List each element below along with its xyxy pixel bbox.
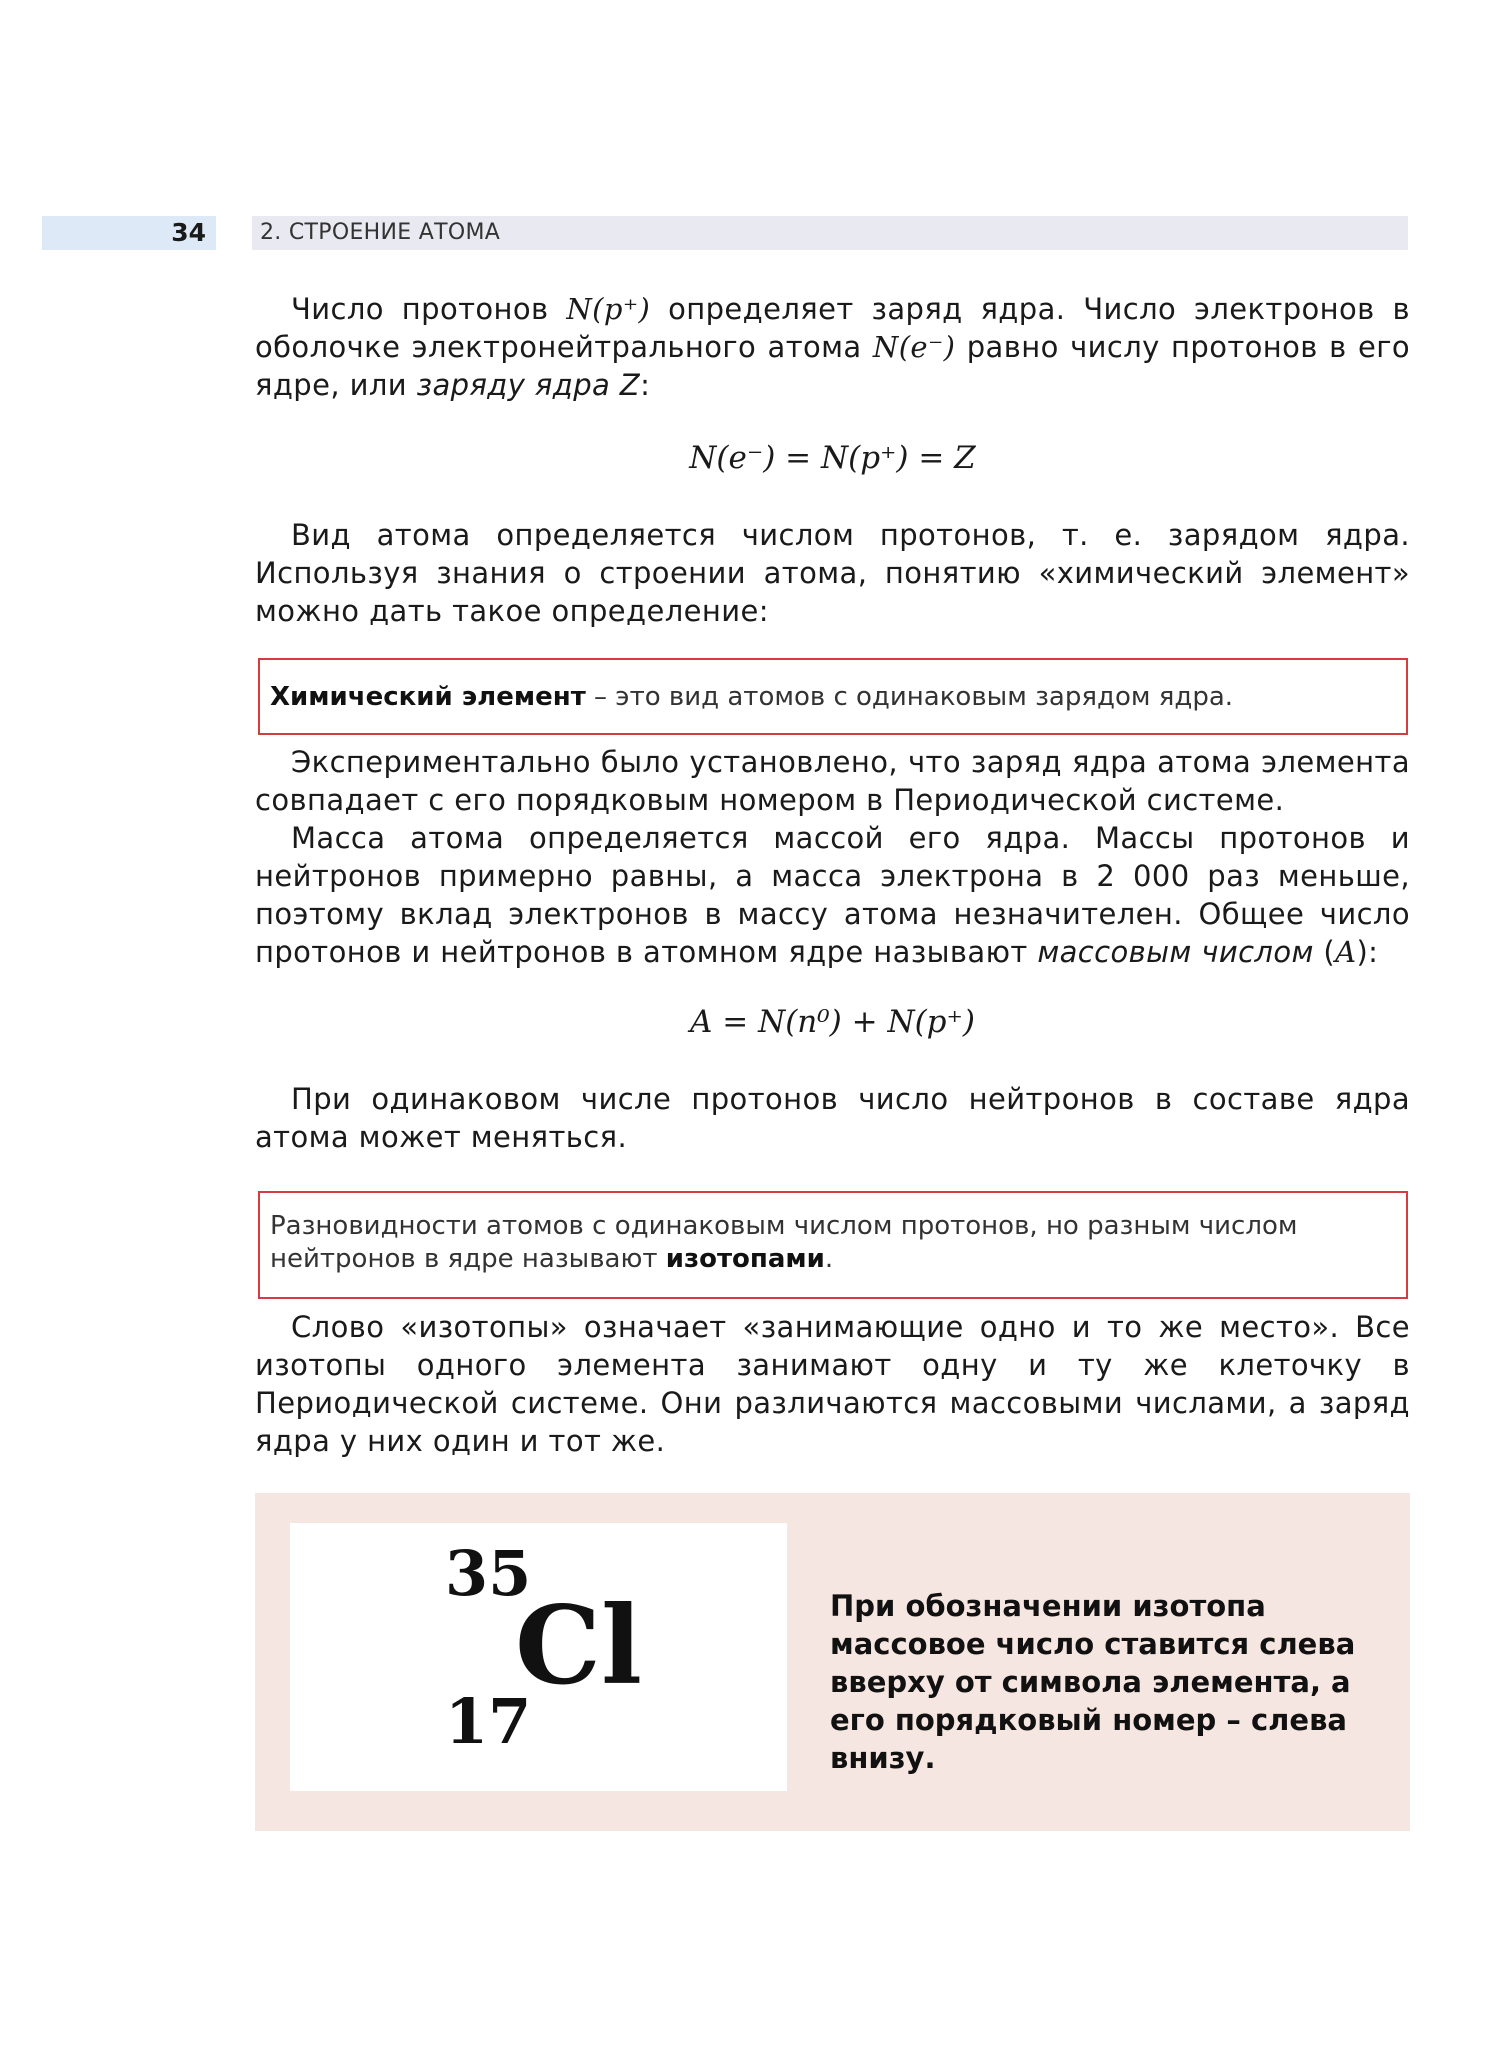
paragraph-element-type bbox=[255, 516, 1410, 630]
paragraph-experiment bbox=[255, 743, 1410, 819]
emphasis-mass-number: массовым числом bbox=[1037, 935, 1314, 969]
definition-isotopes bbox=[258, 1191, 1408, 1299]
text: Число протонов bbox=[291, 292, 567, 326]
paragraph-isotope-word bbox=[255, 1308, 1410, 1460]
definition-chemical-element bbox=[258, 658, 1408, 735]
isotope-mass-number: 35 bbox=[445, 1537, 532, 1610]
text: : bbox=[640, 368, 651, 402]
text: равно числу протонов в его ядре, или bbox=[255, 330, 1410, 402]
text: ): bbox=[1356, 935, 1379, 969]
page-number-bar bbox=[42, 216, 216, 250]
term-chemical-element: Химический элемент bbox=[270, 682, 586, 712]
section-title: 2. СТРОЕНИЕ АТОМА bbox=[260, 220, 501, 245]
term-isotopes: изотопами bbox=[665, 1244, 825, 1274]
isotope-notation-panel bbox=[255, 1493, 1410, 1831]
isotope-card bbox=[290, 1523, 787, 1791]
text: Экспериментально было установлено, что заряд ядра атома элемента совпадает с его порядковым номером в Периодической системе. bbox=[255, 745, 1410, 817]
isotope-symbol: Cl bbox=[515, 1583, 642, 1709]
page-number: 34 bbox=[171, 218, 206, 247]
math-electrons: N(e⁻) bbox=[872, 330, 956, 364]
text: Масса атома определяется массой его ядра. Массы протонов и нейтронов примерно равны, а масса электрона в 2 000 раз меньше, поэтому вклад электронов в массу атома незначителен. Общее число протонов и нейтронов в атомном ядре называют bbox=[255, 821, 1410, 969]
formula-mass-number: A = N(n⁰) + N(p⁺) bbox=[690, 1004, 975, 1040]
math-protons: N(p⁺) bbox=[566, 292, 651, 326]
math-a: A bbox=[1335, 935, 1357, 969]
isotope-notation-note: При обозначении изотопа массовое число ставится слева вверху от символа элемента, а его порядковый номер – слева внизу. bbox=[830, 1589, 1356, 1775]
text: определяет заряд ядра. Число электронов в оболочке электронейтрального атома bbox=[255, 292, 1410, 364]
text: Слово «изотопы» означает «занимающие одно и то же место». Все изотопы одного элемента занимают одну и ту же клеточку в Периодической системе. Они различаются массовыми числами, а заряд ядра у них один и тот же. bbox=[255, 1310, 1410, 1458]
section-header bbox=[252, 216, 1408, 250]
paragraph-protons bbox=[255, 290, 1410, 404]
isotope-atomic-number: 17 bbox=[445, 1685, 532, 1758]
paragraph-neutrons bbox=[255, 1080, 1410, 1156]
definition-text: – это вид атомов с одинаковым зарядом ядра. bbox=[585, 682, 1234, 712]
text: . bbox=[824, 1244, 834, 1274]
formula-charge: N(e⁻) = N(p⁺) = Z bbox=[689, 440, 976, 476]
text: ( bbox=[1313, 935, 1336, 969]
paragraph-mass bbox=[255, 819, 1410, 971]
definition-text: Разновидности атомов с одинаковым числом протонов, но разным числом нейтронов в ядре называют bbox=[270, 1211, 1298, 1274]
text: При одинаковом числе протонов число нейтронов в составе ядра атома может меняться. bbox=[255, 1082, 1410, 1154]
text: Вид атома определяется числом протонов, т. е. зарядом ядра. Используя знания о строении атома, понятию «химический элемент» можно дать такое определение: bbox=[255, 518, 1410, 628]
emphasis-nuclear-charge: заряду ядра Z bbox=[416, 368, 641, 402]
